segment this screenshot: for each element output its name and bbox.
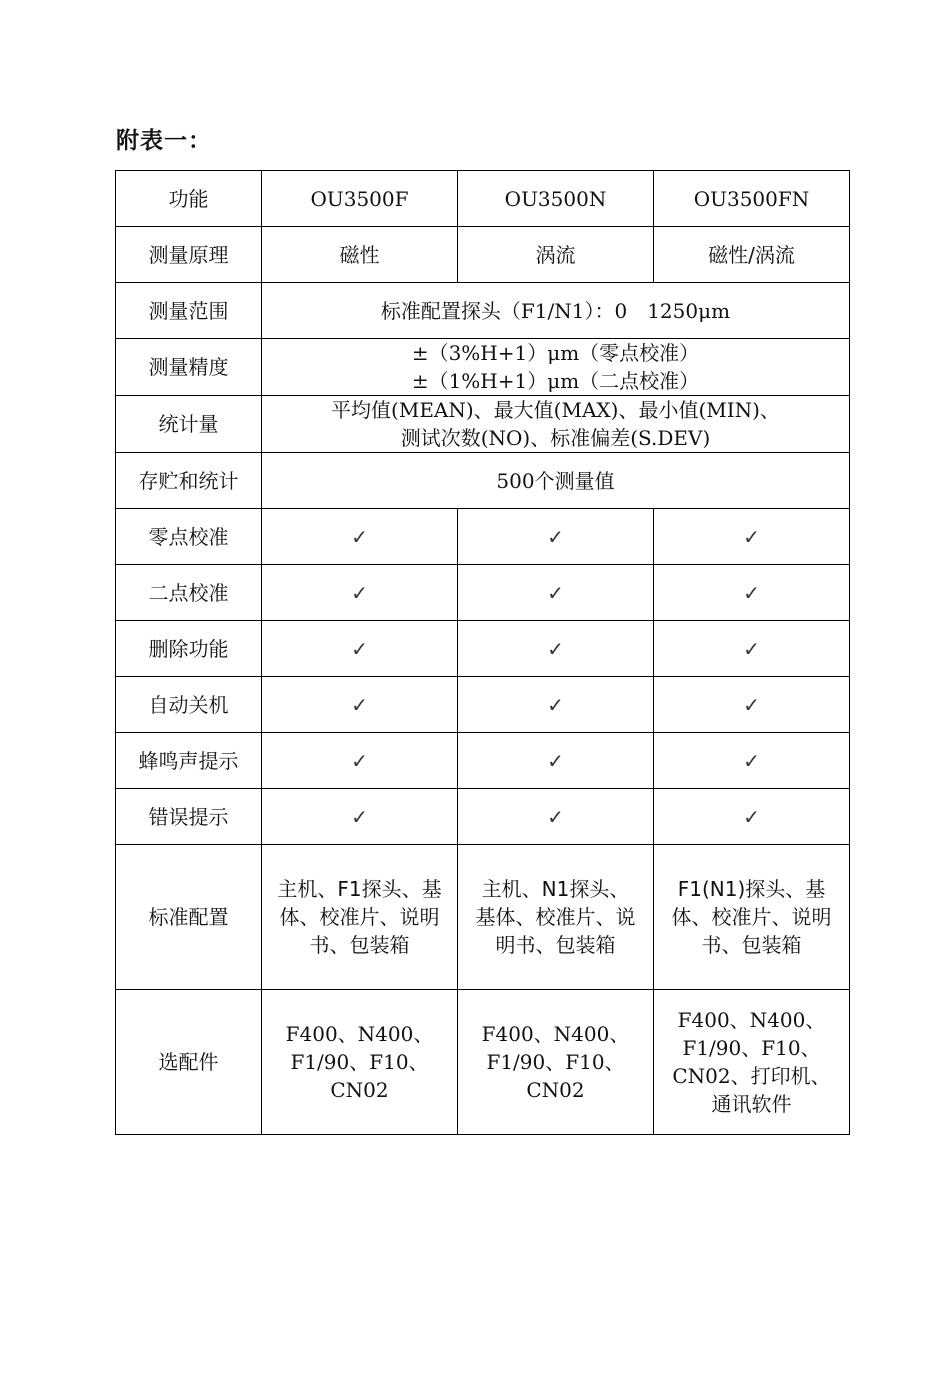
check-icon: ✓: [654, 565, 850, 621]
optional-value: [654, 990, 850, 1135]
header-label: 功能: [116, 171, 262, 227]
accuracy-line: ±（3%H+1）μm（零点校准）: [411, 341, 700, 365]
header-row: [116, 171, 850, 227]
model-header: OU3500F: [262, 171, 458, 227]
principle-value: 磁性: [262, 227, 458, 283]
optional-line: F1/90、F10、: [290, 1050, 429, 1074]
standard-config-value: [458, 845, 654, 990]
check-icon: ✓: [458, 509, 654, 565]
row-label: 选配件: [116, 990, 262, 1135]
feature-row: [116, 733, 850, 789]
row-label: 错误提示: [116, 789, 262, 845]
check-icon: ✓: [262, 789, 458, 845]
config-line: 主机、F1探头、基: [277, 877, 442, 901]
standard-config-value: [262, 845, 458, 990]
range-row: [116, 283, 850, 339]
row-label: 零点校准: [116, 509, 262, 565]
row-label: 二点校准: [116, 565, 262, 621]
optional-line: CN02: [330, 1078, 389, 1102]
row-label: 存贮和统计: [116, 453, 262, 509]
optional-line: F400、N400、: [677, 1008, 826, 1032]
range-value: 标准配置探头（F1/N1）：0 1250μm: [262, 283, 850, 339]
principle-value: 磁性/涡流: [654, 227, 850, 283]
feature-row: [116, 677, 850, 733]
row-label: 测量原理: [116, 227, 262, 283]
check-icon: ✓: [654, 509, 850, 565]
config-line: 体、校准片、说明: [671, 905, 832, 929]
check-icon: ✓: [654, 677, 850, 733]
feature-row: [116, 621, 850, 677]
check-icon: ✓: [458, 733, 654, 789]
page-heading: 附表一：: [116, 128, 212, 154]
config-line: 基体、校准片、说: [475, 905, 636, 929]
accuracy-value: [262, 339, 850, 396]
check-icon: ✓: [262, 677, 458, 733]
statistics-line: 平均值(MEAN)、最大值(MAX)、最小值(MIN)、: [331, 398, 780, 422]
optional-line: CN02、打印机、: [672, 1064, 831, 1088]
row-label: 测量范围: [116, 283, 262, 339]
optional-value: [262, 990, 458, 1135]
accuracy-line: ±（1%H+1）μm（二点校准）: [411, 369, 700, 393]
config-line: 书、包装箱: [701, 933, 802, 957]
feature-row: [116, 509, 850, 565]
optional-line: F1/90、F10、: [682, 1036, 821, 1060]
statistics-row: [116, 396, 850, 453]
row-label: 测量精度: [116, 339, 262, 396]
check-icon: ✓: [262, 733, 458, 789]
accuracy-row: [116, 339, 850, 396]
config-line: F1(N1)探头、基: [677, 877, 826, 901]
optional-line: F400、N400、: [285, 1022, 434, 1046]
optional-line: 通讯软件: [711, 1092, 792, 1116]
optional-value: [458, 990, 654, 1135]
row-label: 统计量: [116, 396, 262, 453]
config-line: 书、包装箱: [309, 933, 410, 957]
check-icon: ✓: [262, 565, 458, 621]
check-icon: ✓: [458, 677, 654, 733]
principle-row: [116, 227, 850, 283]
optional-line: F400、N400、: [481, 1022, 630, 1046]
model-header: OU3500FN: [654, 171, 850, 227]
check-icon: ✓: [458, 565, 654, 621]
check-icon: ✓: [458, 621, 654, 677]
row-label: 自动关机: [116, 677, 262, 733]
config-line: 明书、包装箱: [495, 933, 616, 957]
statistics-line: 测试次数(NO)、标准偏差(S.DEV): [400, 426, 711, 450]
spec-table: [115, 170, 850, 1135]
principle-value: 涡流: [458, 227, 654, 283]
storage-value: 500个测量值: [262, 453, 850, 509]
feature-row: [116, 565, 850, 621]
check-icon: ✓: [262, 509, 458, 565]
row-label: 标准配置: [116, 845, 262, 990]
optional-line: F1/90、F10、: [486, 1050, 625, 1074]
check-icon: ✓: [458, 789, 654, 845]
config-line: 体、校准片、说明: [279, 905, 440, 929]
statistics-value: [262, 396, 850, 453]
check-icon: ✓: [654, 789, 850, 845]
optional-line: CN02: [526, 1078, 585, 1102]
check-icon: ✓: [654, 733, 850, 789]
standard-config-row: [116, 845, 850, 990]
row-label: 蜂鸣声提示: [116, 733, 262, 789]
standard-config-value: [654, 845, 850, 990]
check-icon: ✓: [262, 621, 458, 677]
model-header: OU3500N: [458, 171, 654, 227]
row-label: 删除功能: [116, 621, 262, 677]
optional-row: [116, 990, 850, 1135]
config-line: 主机、N1探头、: [481, 877, 630, 901]
check-icon: ✓: [654, 621, 850, 677]
feature-row: [116, 789, 850, 845]
storage-row: [116, 453, 850, 509]
